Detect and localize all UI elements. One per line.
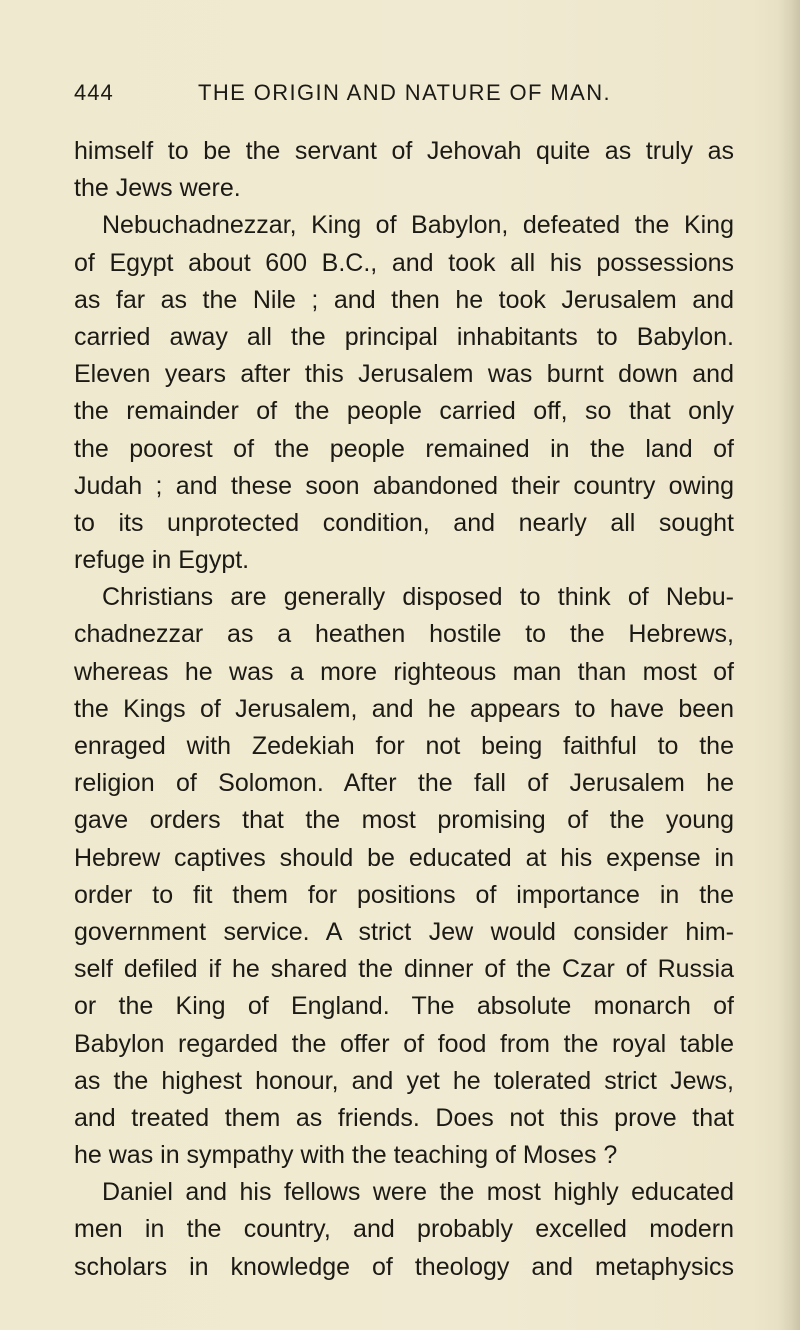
text-line: religion of Solomon. After the fall of Jerusalem he xyxy=(74,769,734,798)
running-head: THE ORIGIN AND NATURE OF MAN. xyxy=(198,80,611,105)
text-line: chadnezzar as a heathen hostile to the Hebrews, xyxy=(74,620,734,649)
text-line: he was in sympathy with the teaching of Moses ? xyxy=(74,1141,618,1170)
text-line: Babylon regarded the offer of food from the royal table xyxy=(74,1029,734,1058)
text-line: and treated them as friends. Does not this prove that xyxy=(74,1103,734,1132)
text-line: refuge in Egypt. xyxy=(74,546,250,575)
text-line: whereas he was a more righteous man than most of xyxy=(74,657,734,686)
text-line: men in the country, and probably excelled modern xyxy=(74,1215,734,1244)
text-line: of Egypt about 600 B.C., and took all his possessions xyxy=(74,248,734,277)
text-line: or the King of England. The absolute monarch of xyxy=(74,992,734,1021)
text-line: enraged with Zedekiah for not being faithful to the xyxy=(74,732,734,760)
text-line: government service. A strict Jew would consider him- xyxy=(74,917,734,946)
text-line: order to fit them for positions of importance in the xyxy=(74,880,734,909)
text-line: Christians are generally disposed to think of Nebu- xyxy=(102,583,734,612)
text-line: as far as the Nile ; and then he took Jerusalem and xyxy=(74,285,734,314)
text-line: as the highest honour, and yet he tolerated strict Jews, xyxy=(74,1066,734,1095)
text-line: Daniel and his fellows were the most highly educated xyxy=(102,1178,734,1207)
text-line: self defiled if he shared the dinner of the Czar of Russia xyxy=(74,955,734,984)
text-line: Eleven years after this Jerusalem was burnt down and xyxy=(74,360,734,389)
text-line: gave orders that the most promising of the young xyxy=(74,806,734,835)
text-line: the remainder of the people carried off, so that only xyxy=(74,397,734,426)
text-line: Hebrew captives should be educated at his expense in xyxy=(74,843,734,872)
text-line: scholars in knowledge of theology and metaphysics xyxy=(74,1252,734,1281)
text-line: himself to be the servant of Jehovah quite as truly as xyxy=(74,137,734,165)
text-line: Judah ; and these soon abandoned their country owing xyxy=(74,471,734,500)
page-edge-shadow xyxy=(778,0,800,1330)
text-line: the Jews were. xyxy=(74,174,241,203)
body-text xyxy=(74,133,734,1286)
page-header xyxy=(74,80,734,114)
text-line: the poorest of the people remained in the land of xyxy=(74,434,734,463)
text-line: to its unprotected condition, and nearly all sought xyxy=(74,508,734,537)
text-line: carried away all the principal inhabitants to Babylon. xyxy=(74,322,734,351)
page-number: 444 xyxy=(74,80,114,105)
text-line: the Kings of Jerusalem, and he appears to have been xyxy=(74,694,734,723)
text-line: Nebuchadnezzar, King of Babylon, defeated the King xyxy=(102,211,734,240)
